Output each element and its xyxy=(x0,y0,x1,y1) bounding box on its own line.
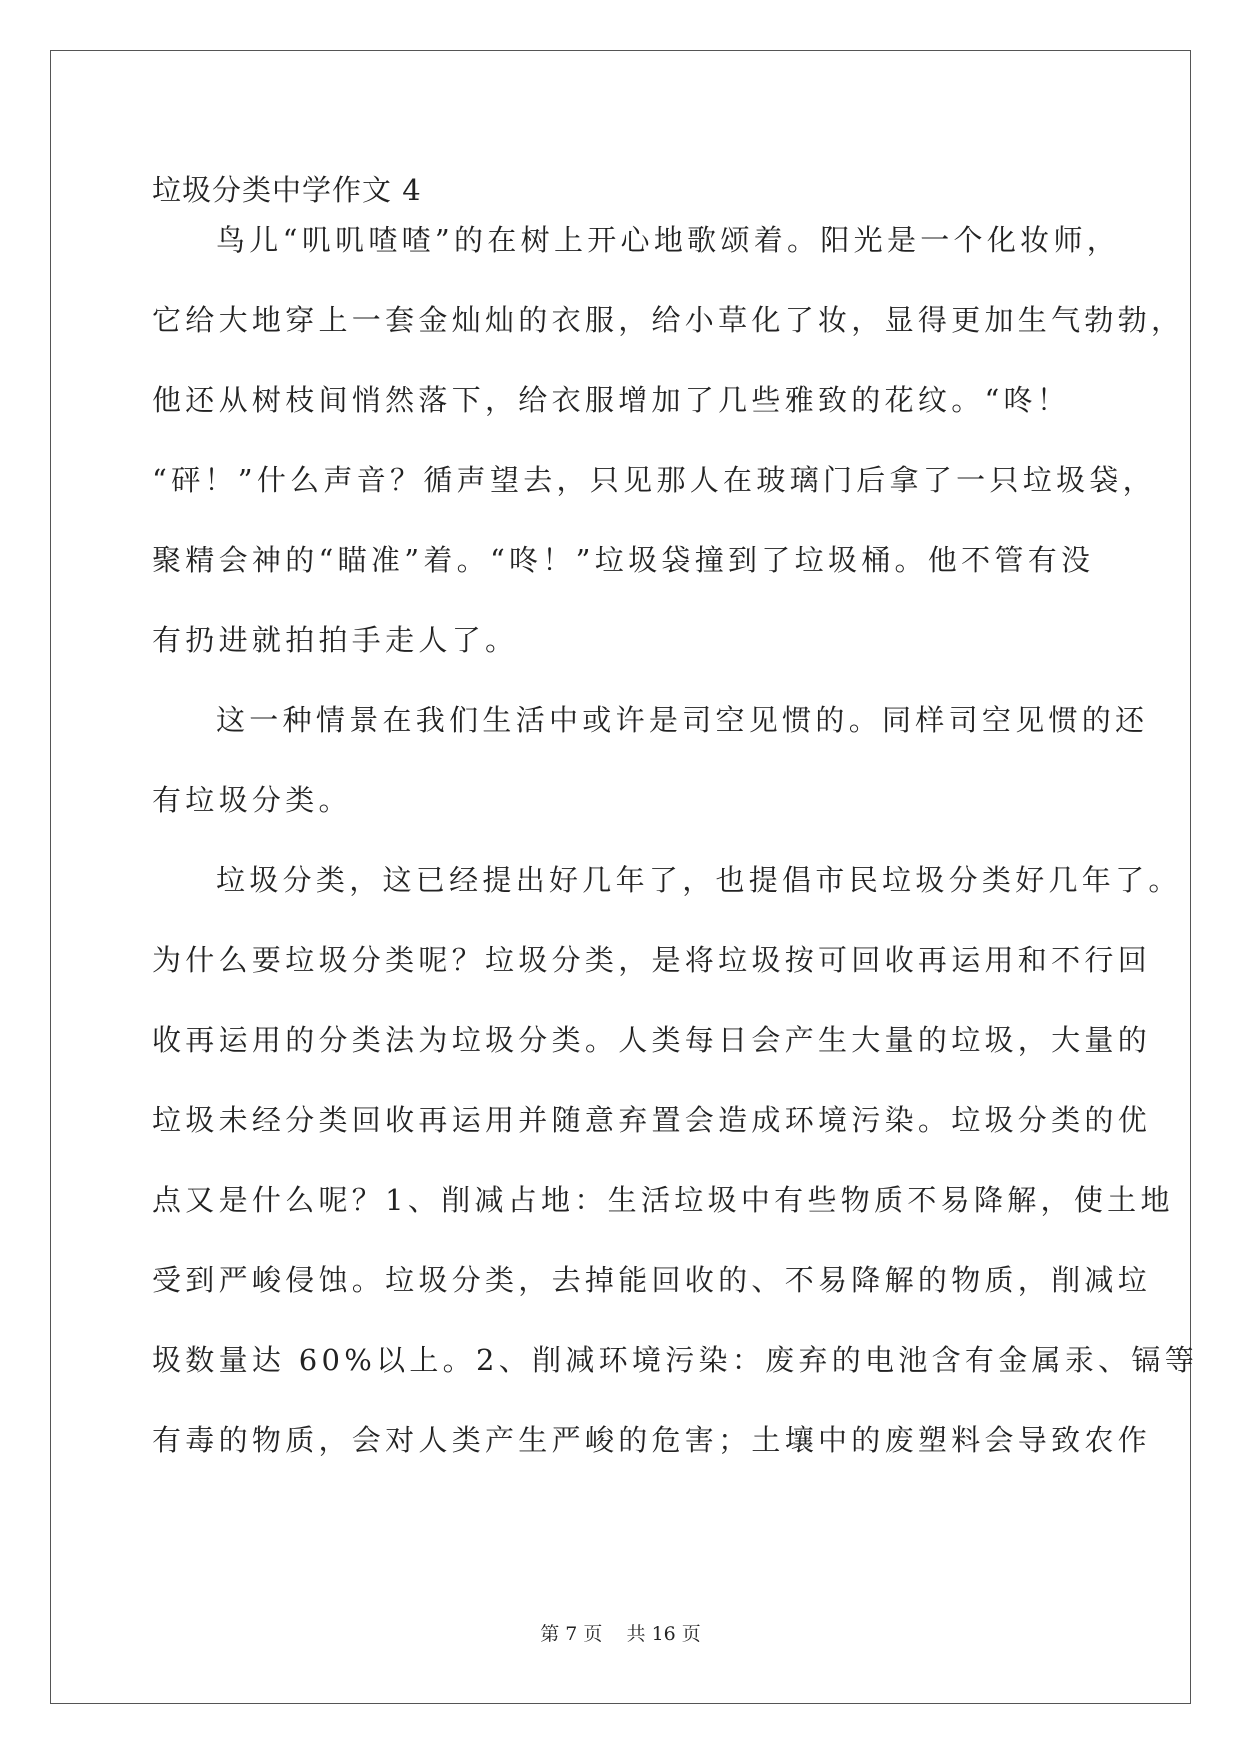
paragraph-line: 垃圾分类，这已经提出好几年了，也提倡市民垃圾分类好几年了。 xyxy=(216,863,1182,897)
paragraph-line: 点又是什么呢？1、削减占地：生活垃圾中有些物质不易降解，使土地 xyxy=(152,1183,1174,1217)
paragraph-line: 为什么要垃圾分类呢？垃圾分类，是将垃圾按可回收再运用和不行回 xyxy=(152,943,1152,977)
paragraph-line: 他还从树枝间悄然落下，给衣服增加了几些雅致的花纹。“咚！ xyxy=(152,383,1071,417)
paragraph-line: 有垃圾分类。 xyxy=(152,783,352,817)
essay-title: 垃圾分类中学作文 4 xyxy=(152,173,422,207)
paragraph-line: 这一种情景在我们生活中或许是司空见惯的。同样司空见惯的还 xyxy=(216,703,1149,737)
paragraph-line: 受到严峻侵蚀。垃圾分类，去掉能回收的、不易降解的物质，削减垃 xyxy=(152,1263,1152,1297)
page-number-footer: 第 7 页 共 16 页 xyxy=(540,1623,701,1645)
paragraph-line: 它给大地穿上一套金灿灿的衣服，给小草化了妆，显得更加生气勃勃， xyxy=(152,303,1185,337)
paragraph-line: 收再运用的分类法为垃圾分类。人类每日会产生大量的垃圾，大量的 xyxy=(152,1023,1152,1057)
paragraph-line: 聚精会神的“瞄准”着。“咚！”垃圾袋撞到了垃圾桶。他不管有没 xyxy=(152,543,1095,577)
paragraph-line: 垃圾未经分类回收再运用并随意弃置会造成环境污染。垃圾分类的优 xyxy=(152,1103,1152,1137)
paragraph-line: 有毒的物质，会对人类产生严峻的危害；土壤中的废塑料会导致农作 xyxy=(152,1423,1152,1457)
paragraph-line: 鸟儿“叽叽喳喳”的在树上开心地歌颂着。阳光是一个化妆师， xyxy=(216,223,1121,257)
paragraph-line: 有扔进就拍拍手走人了。 xyxy=(152,623,519,657)
paragraph-line: “砰！”什么声音？循声望去，只见那人在玻璃门后拿了一只垃圾袋， xyxy=(152,463,1156,497)
paragraph-line: 圾数量达 60%以上。2、削减环境污染：废弃的电池含有金属汞、镉等 xyxy=(152,1343,1199,1377)
